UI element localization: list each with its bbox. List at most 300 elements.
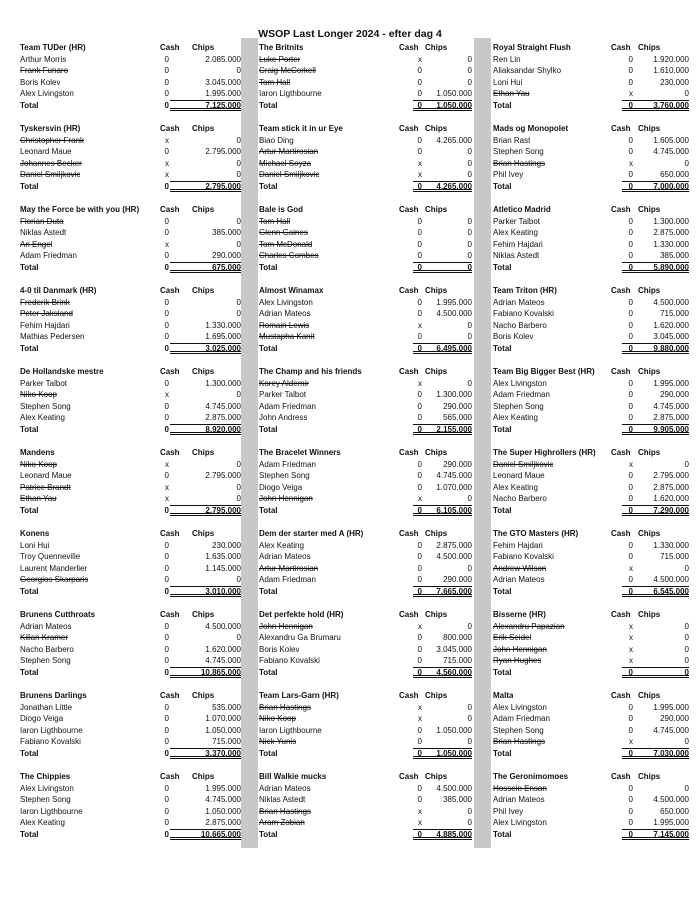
team-total-row: [20, 424, 241, 436]
chips-header: Chips: [192, 448, 215, 457]
chips-header: Chips: [192, 691, 215, 700]
player-name: Daniel Smiljkovic: [493, 459, 554, 469]
player-cash: 0: [628, 575, 633, 584]
team-header: [493, 366, 689, 378]
player-name: Boris Kolev: [20, 77, 61, 87]
player-name: Tom McDonald: [259, 239, 313, 249]
player-chips: 1.995.000: [436, 297, 472, 307]
player-cash: 0: [628, 390, 633, 399]
player-row: [493, 77, 689, 89]
total-chips: 8.920.000: [205, 424, 241, 434]
total-double-rule: [622, 837, 689, 840]
player-name: Alex Livingston: [259, 297, 313, 307]
total-double-rule: [170, 432, 241, 435]
player-chips: 230.000: [660, 77, 689, 87]
player-cash: 0: [164, 216, 169, 226]
team-block: [259, 204, 474, 285]
player-cash: 0: [164, 737, 169, 746]
player-name: Alex Keating: [493, 228, 538, 237]
total-label: Total: [259, 667, 278, 677]
player-cash: 0: [628, 309, 633, 318]
cash-header: Cash: [399, 286, 419, 295]
player-cash: 0: [628, 818, 633, 827]
player-cash: x: [418, 494, 422, 503]
player-row: [493, 331, 689, 343]
player-name: Fehim Hajdari: [20, 320, 70, 330]
player-row: [20, 783, 241, 795]
player-chips: 1.620.000: [653, 494, 689, 503]
player-name: John Andress: [259, 413, 308, 422]
total-top-rule: [413, 505, 472, 506]
player-name: Alex Livingston: [493, 378, 547, 388]
player-cash: 0: [628, 66, 633, 75]
player-row: [259, 563, 474, 575]
team-header: [259, 204, 474, 216]
player-name: Stephen Song: [20, 401, 71, 411]
chips-header: Chips: [192, 529, 215, 538]
player-name: Stephen Song: [20, 795, 71, 804]
player-row: [493, 702, 689, 714]
cash-header: Cash: [611, 691, 631, 700]
total-cash: 0: [417, 181, 422, 191]
player-chips: 0: [684, 621, 689, 631]
player-name: Laurent Manderlier: [20, 563, 88, 573]
chips-header: Chips: [425, 205, 448, 214]
team-header: [20, 42, 241, 54]
player-row: [20, 308, 241, 320]
team-name: Malta: [493, 691, 514, 700]
player-chips: 290.000: [443, 401, 472, 411]
player-name: Ethan Yau: [20, 494, 57, 503]
total-top-rule: [413, 667, 472, 668]
player-row: [259, 169, 474, 181]
team-block: [493, 609, 689, 690]
total-double-rule: [622, 594, 689, 597]
player-chips: 385.000: [443, 795, 472, 804]
player-name: Ethan Yau: [493, 89, 530, 98]
team-total-row: [493, 586, 689, 598]
total-chips: 9.905.000: [653, 424, 689, 434]
total-chips: 3.370.000: [205, 748, 241, 758]
total-label: Total: [259, 100, 278, 110]
player-row: [20, 54, 241, 66]
player-cash: 0: [164, 147, 169, 156]
player-chips: 290.000: [443, 459, 472, 469]
player-row: [20, 250, 241, 262]
player-row: [20, 146, 241, 158]
player-name: Romain Lewis: [259, 320, 310, 330]
cash-header: Cash: [611, 448, 631, 457]
total-label: Total: [493, 343, 512, 353]
total-label: Total: [493, 505, 512, 515]
player-chips: 1.050.000: [436, 725, 472, 735]
player-name: Johannes Becker: [20, 158, 82, 168]
player-cash: 0: [164, 378, 169, 388]
team-name: Konens: [20, 529, 50, 538]
player-cash: 0: [417, 656, 422, 665]
player-cash: 0: [164, 309, 169, 318]
player-name: Fehim Hajdari: [493, 239, 543, 249]
player-name: Frank Funaro: [20, 66, 69, 75]
total-chips: 6.105.000: [436, 505, 472, 515]
cash-header: Cash: [611, 529, 631, 538]
player-name: Glenn Gaines: [259, 228, 308, 237]
player-name: Leonard Maue: [493, 471, 545, 480]
player-row: [493, 655, 689, 667]
player-row: [20, 320, 241, 332]
player-name: Michael Soyza: [259, 158, 312, 168]
player-chips: 4.745.000: [205, 795, 241, 804]
total-top-rule: [170, 667, 241, 668]
player-row: [259, 297, 474, 309]
player-name: Ari Engel: [20, 239, 53, 249]
player-chips: 4.745.000: [653, 401, 689, 411]
team-header: [20, 690, 241, 702]
team-block: [259, 42, 474, 123]
player-cash: x: [418, 818, 422, 827]
player-row: [20, 65, 241, 77]
total-chips: 675.000: [212, 262, 241, 272]
player-cash: 0: [164, 806, 169, 816]
player-name: Alex Keating: [493, 482, 538, 492]
player-row: [20, 817, 241, 829]
player-cash: 0: [417, 552, 422, 561]
total-label: Total: [20, 748, 39, 758]
total-top-rule: [170, 424, 241, 425]
total-top-rule: [622, 829, 689, 830]
player-name: Adam Friedman: [259, 459, 316, 469]
player-name: Diogo Veiga: [20, 714, 64, 723]
player-row: [20, 459, 241, 471]
player-chips: 535.000: [212, 702, 241, 712]
player-name: Alex Livingston: [20, 89, 74, 98]
player-name: Christopher Frank: [20, 135, 85, 145]
player-row: [20, 725, 241, 737]
player-cash: x: [629, 737, 633, 746]
total-chips: 5.890.000: [653, 262, 689, 272]
team-name: Team Lars-Garn (HR): [259, 691, 339, 700]
total-chips: 1.050.000: [436, 100, 472, 110]
total-chips: 0: [684, 667, 689, 677]
player-cash: x: [165, 158, 169, 168]
player-name: Erik Seidel: [493, 633, 532, 642]
team-total-row: [259, 262, 474, 274]
team-header: [259, 771, 474, 783]
total-top-rule: [622, 262, 689, 263]
cash-header: Cash: [611, 772, 631, 781]
player-chips: 2.875.000: [653, 413, 689, 422]
chips-header: Chips: [425, 529, 448, 538]
total-top-rule: [170, 505, 241, 506]
player-name: Mustapha Kanit: [259, 332, 315, 341]
player-row: [20, 702, 241, 714]
player-cash: 0: [164, 644, 169, 654]
team-name: Almost Winamax: [259, 286, 324, 295]
total-cash: 0: [417, 829, 422, 839]
player-cash: 0: [164, 552, 169, 561]
team-header: [259, 447, 474, 459]
player-chips: 4.745.000: [653, 725, 689, 735]
team-name: Tyskersvin (HR): [20, 124, 81, 133]
column-separator: [474, 38, 491, 848]
total-cash: 0: [417, 343, 422, 353]
player-cash: x: [629, 563, 633, 573]
total-top-rule: [170, 586, 241, 587]
total-top-rule: [622, 343, 689, 344]
cash-header: Cash: [399, 367, 419, 376]
team-column-2: [259, 42, 474, 852]
total-cash: 0: [628, 667, 633, 677]
total-chips: 2.155.000: [436, 424, 472, 434]
team-header: [20, 771, 241, 783]
cash-header: Cash: [160, 124, 180, 133]
chips-header: Chips: [192, 367, 215, 376]
player-row: [493, 216, 689, 228]
team-total-row: [20, 262, 241, 274]
player-row: [259, 158, 474, 170]
team-name: Bisserne (HR): [493, 610, 546, 619]
total-double-rule: [413, 189, 472, 192]
cash-header: Cash: [611, 43, 631, 52]
total-double-rule: [170, 270, 241, 273]
player-chips: 0: [467, 216, 472, 226]
cash-header: Cash: [160, 772, 180, 781]
chips-header: Chips: [638, 205, 661, 214]
total-top-rule: [170, 262, 241, 263]
player-row: [20, 169, 241, 181]
player-chips: 0: [236, 158, 241, 168]
total-top-rule: [622, 748, 689, 749]
player-chips: 4.745.000: [205, 401, 241, 411]
team-block: [493, 42, 689, 123]
player-row: [493, 470, 689, 482]
player-chips: 715.000: [660, 552, 689, 561]
team-block: [259, 771, 474, 852]
player-cash: 0: [164, 54, 169, 64]
player-chips: 0: [684, 563, 689, 573]
player-name: Tom Hall: [259, 77, 291, 87]
player-chips: 0: [467, 66, 472, 75]
player-chips: 0: [236, 482, 241, 492]
player-name: Alex Livingston: [493, 702, 547, 712]
total-chips: 6.545.000: [653, 586, 689, 596]
chips-header: Chips: [638, 448, 661, 457]
chips-header: Chips: [638, 772, 661, 781]
player-name: Jonathan Little: [20, 702, 73, 712]
player-row: [259, 644, 474, 656]
player-row: [493, 135, 689, 147]
team-header: [259, 42, 474, 54]
total-chips: 4.265.000: [436, 181, 472, 191]
team-header: [259, 366, 474, 378]
player-cash: 0: [417, 575, 422, 584]
team-name: Brunens Cutthroats: [20, 610, 96, 619]
player-row: [493, 65, 689, 77]
player-name: Adrian Mateos: [259, 552, 311, 561]
total-double-rule: [622, 189, 689, 192]
total-cash: 0: [164, 586, 169, 596]
total-double-rule: [622, 108, 689, 111]
player-name: Adrian Mateos: [259, 309, 311, 318]
player-name: Niklas Astedt: [20, 228, 67, 237]
team-name: Mandens: [20, 448, 55, 457]
player-cash: x: [418, 806, 422, 816]
player-row: [20, 563, 241, 575]
cash-header: Cash: [160, 205, 180, 214]
player-name: Adam Friedman: [493, 390, 550, 399]
total-double-rule: [170, 189, 241, 192]
player-name: Brian Hastings: [259, 702, 312, 712]
player-cash: 0: [628, 540, 633, 550]
team-block: [20, 609, 241, 690]
player-cash: 0: [164, 540, 169, 550]
total-double-rule: [413, 351, 472, 354]
player-chips: 0: [467, 170, 472, 179]
player-cash: 0: [164, 413, 169, 422]
player-chips: 0: [684, 644, 689, 654]
player-cash: 0: [164, 251, 169, 260]
team-total-row: [493, 424, 689, 436]
player-cash: 0: [628, 552, 633, 561]
total-double-rule: [413, 675, 472, 678]
total-double-rule: [622, 351, 689, 354]
total-label: Total: [259, 343, 278, 353]
cash-header: Cash: [399, 205, 419, 214]
team-block: [20, 204, 241, 285]
player-name: Brian Hastings: [493, 737, 546, 746]
team-total-row: [259, 829, 474, 841]
chips-header: Chips: [638, 43, 661, 52]
cash-header: Cash: [611, 610, 631, 619]
total-cash: 0: [417, 100, 422, 110]
total-cash: 0: [417, 262, 422, 272]
player-name: Charles Combes: [259, 251, 319, 260]
player-row: [493, 794, 689, 806]
player-name: Patrice Brandt: [20, 482, 71, 492]
team-block: [259, 366, 474, 447]
player-cash: 0: [417, 147, 422, 156]
player-chips: 4.745.000: [205, 656, 241, 665]
player-row: [20, 158, 241, 170]
total-top-rule: [413, 829, 472, 830]
player-cash: 0: [164, 563, 169, 573]
team-name: Dem der starter med A (HR): [259, 529, 364, 538]
player-row: [493, 783, 689, 795]
team-header: [493, 528, 689, 540]
player-name: Loni Hui: [20, 540, 50, 550]
player-cash: 0: [164, 228, 169, 237]
player-name: Biao Ding: [259, 135, 294, 145]
team-block: [259, 123, 474, 204]
total-label: Total: [20, 667, 39, 677]
player-row: [493, 736, 689, 748]
player-chips: 0: [236, 575, 241, 584]
player-chips: 2.875.000: [653, 228, 689, 237]
team-header: [259, 123, 474, 135]
chips-header: Chips: [425, 610, 448, 619]
player-chips: 0: [236, 66, 241, 75]
team-block: [20, 366, 241, 447]
player-chips: 0: [684, 158, 689, 168]
player-name: Mathias Pedersen: [20, 332, 85, 341]
player-name: Artur Martirosian: [259, 147, 319, 156]
chips-header: Chips: [192, 772, 215, 781]
chips-header: Chips: [192, 286, 215, 295]
player-row: [259, 54, 474, 66]
team-block: [259, 528, 474, 609]
player-cash: 0: [417, 471, 422, 480]
player-cash: x: [165, 239, 169, 249]
player-name: Brian Hastings: [493, 158, 546, 168]
team-header: [493, 771, 689, 783]
team-name: Bill Walkie mucks: [259, 772, 327, 781]
player-cash: 0: [164, 401, 169, 411]
player-row: [20, 297, 241, 309]
team-total-row: [20, 667, 241, 679]
player-row: [259, 783, 474, 795]
player-chips: 0: [236, 390, 241, 399]
team-header: [493, 690, 689, 702]
player-row: [259, 308, 474, 320]
total-label: Total: [259, 748, 278, 758]
player-name: Diogo Veiga: [259, 482, 303, 492]
team-block: [20, 42, 241, 123]
player-row: [493, 621, 689, 633]
player-cash: 0: [164, 714, 169, 723]
total-cash: 0: [628, 829, 633, 839]
player-row: [493, 551, 689, 563]
total-cash: 0: [164, 667, 169, 677]
total-double-rule: [413, 513, 472, 516]
team-total-row: [20, 100, 241, 112]
player-chips: 3.045.000: [436, 644, 472, 654]
player-cash: 0: [628, 795, 633, 804]
player-name: Phil Ivey: [493, 806, 524, 816]
player-chips: 0: [467, 702, 472, 712]
team-name: Team Triton (HR): [493, 286, 557, 295]
player-chips: 0: [467, 714, 472, 723]
player-name: Alex Keating: [259, 540, 304, 550]
player-row: [259, 250, 474, 262]
player-name: John Hennigan: [493, 644, 547, 654]
player-cash: 0: [164, 621, 169, 631]
chips-header: Chips: [192, 124, 215, 133]
player-name: Alex Livingston: [493, 818, 547, 827]
player-cash: 0: [164, 575, 169, 584]
player-chips: 0: [684, 89, 689, 98]
total-label: Total: [493, 829, 512, 839]
team-header: [493, 204, 689, 216]
player-chips: 2.795.000: [205, 471, 241, 480]
player-name: Fabiano Kovalski: [259, 656, 320, 665]
player-name: Stephen Song: [493, 401, 544, 411]
player-chips: 1.330.000: [653, 239, 689, 249]
player-chips: 1.920.000: [653, 54, 689, 64]
player-cash: x: [629, 459, 633, 469]
player-cash: x: [165, 494, 169, 503]
chips-header: Chips: [425, 367, 448, 376]
player-row: [259, 412, 474, 424]
player-cash: 0: [417, 332, 422, 341]
player-cash: x: [165, 135, 169, 145]
player-cash: 0: [628, 77, 633, 87]
player-row: [493, 493, 689, 505]
total-chips: 3.760.000: [653, 100, 689, 110]
team-header: [493, 123, 689, 135]
player-name: Troy Quenneville: [20, 552, 81, 561]
player-row: [259, 320, 474, 332]
total-label: Total: [259, 829, 278, 839]
